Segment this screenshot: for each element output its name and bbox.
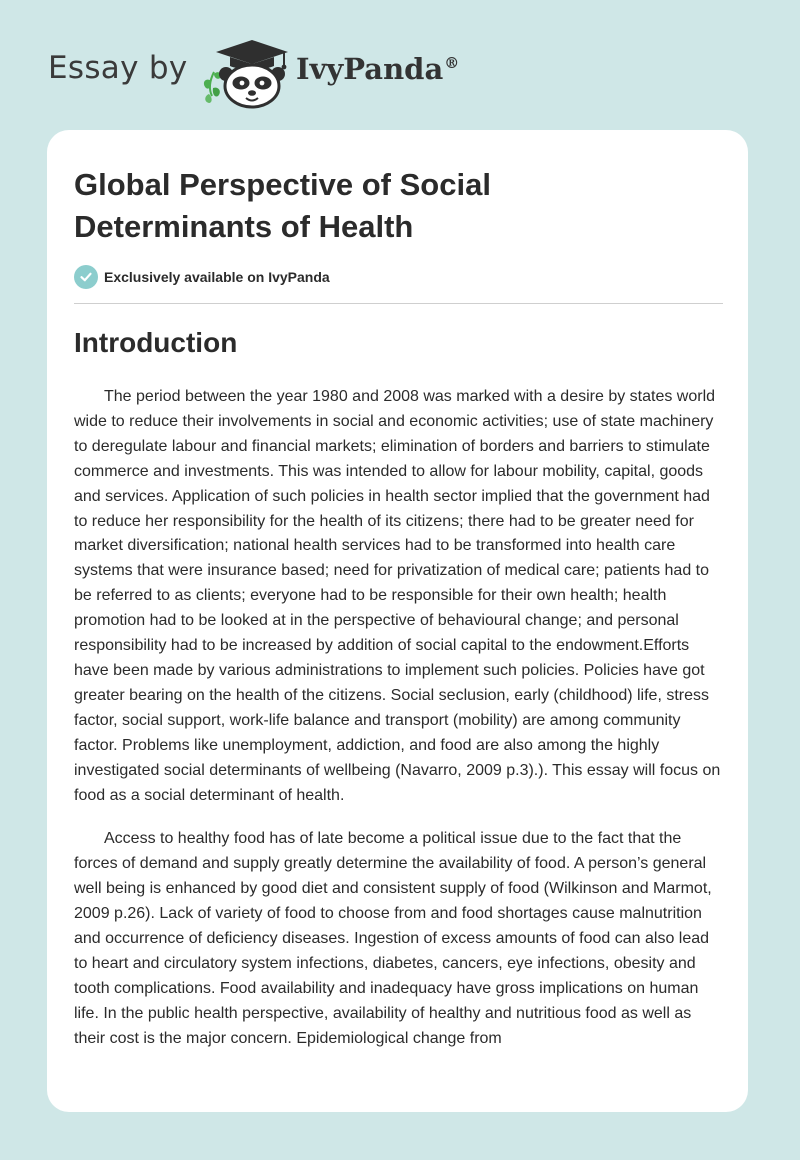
check-circle-icon — [74, 265, 98, 289]
title-divider — [74, 303, 723, 304]
registered-mark: ® — [444, 54, 460, 73]
brand-name[interactable]: IvyPanda® — [296, 52, 460, 86]
ivy-leaf-icon — [204, 72, 221, 103]
essay-card — [47, 130, 748, 1112]
essay-body — [74, 385, 725, 1071]
exclusive-badge-label: Exclusively available on IvyPanda — [104, 269, 330, 285]
panda-graduate-icon[interactable] — [200, 36, 292, 110]
paragraph: The period between the year 1980 and 2008 was marked with a desire by states world wide to reduce their involvements in social and economic activities; use of state machinery to deregulate labour and financial markets; elimination of borders and barriers to stimulate commerce and investments. This was intended to allow for labour mobility, capital, goods and services. Application of such policies in health sector implied that the government had to reduce her responsibility for the health of its citizens; there had to be greater need for market diversification; national health services had to be transformed into health care systems that were insurance based; need for privatization of medical care; patients had to be referred to as clients; everyone had to be responsible for their own health; health promotion had to be looked at in the perspective of behavioural change; and personal responsibility had to be increased by addition of social capital to the endowment.Efforts have been made by various administrations to implement such policies. Policies have got greater bearing on the health of the citizens. Social seclusion, early (childhood) life, stress factor, social support, work-life balance and transport (mobility) are among community factor. Problems like unemployment, addiction, and food are also among the highly investigated social determinants of wellbeing (Navarro, 2009 p.3).). This essay will focus on food as a social determinant of health. — [74, 388, 721, 804]
section-heading-introduction: Introduction — [74, 327, 238, 358]
exclusive-badge — [74, 264, 330, 290]
essay-title: Global Perspective of Social Determinants of Health — [74, 167, 491, 244]
paragraph: Access to healthy food has of late become a political issue due to the fact that the forces of demand and supply greatly determine the availability of food. A person’s general well being is enhanced by good diet and consistent supply of food (Wilkinson and Marmot, 2009 p.26). Lack of variety of food to choose from and food shortages cause malnutrition and occurrence of deficiency diseases. Ingestion of excess amounts of food can also lead to heart and circulatory system infections, diabetes, cancers, eye infections, obesity and tooth complications. Food availability and inadequacy have gross implications on human life. In the public health perspective, availability of healthy and nutritious food as well as their cost is the major concern. Epidemiological change from — [74, 830, 712, 1047]
site-header — [0, 0, 800, 130]
essay-by-label: Essay by — [48, 50, 188, 86]
